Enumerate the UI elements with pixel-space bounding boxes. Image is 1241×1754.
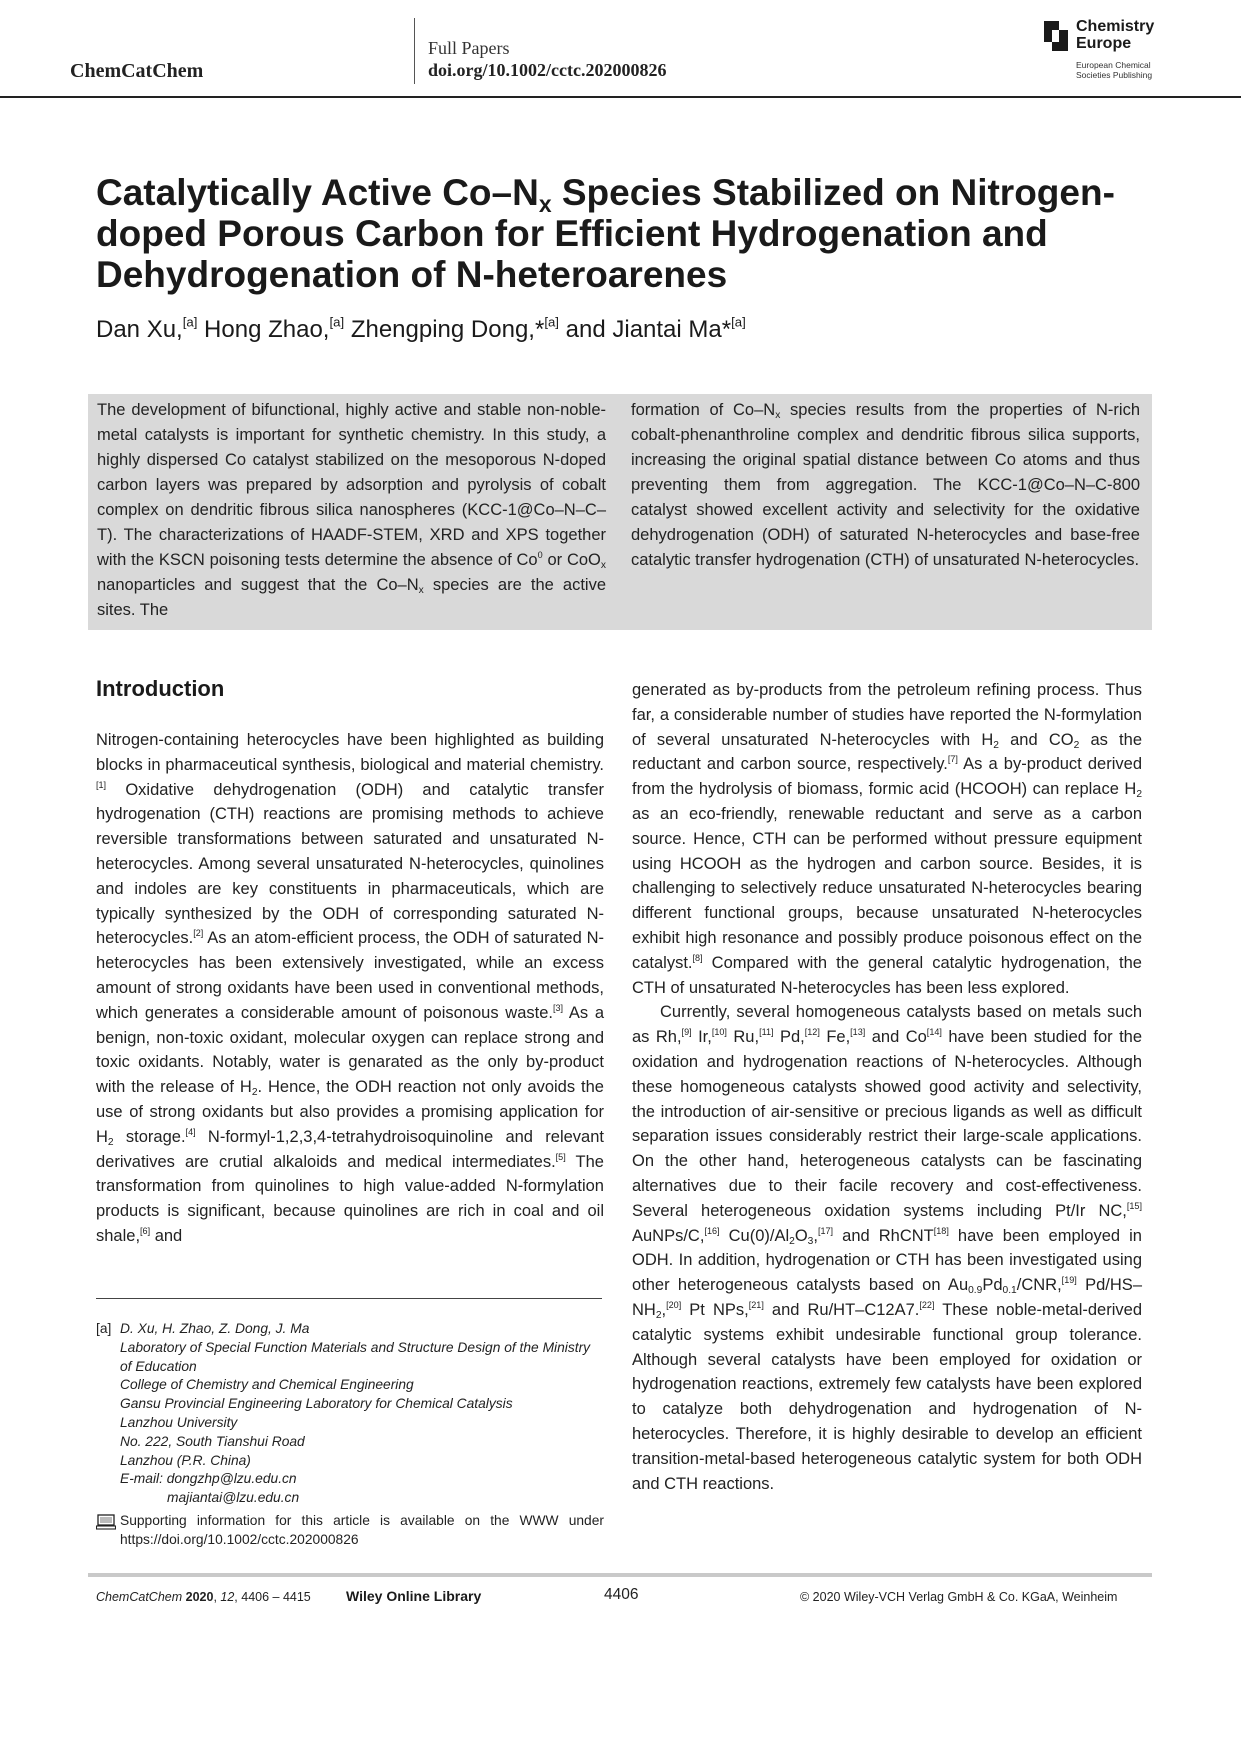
logo-sub-line2: Societies Publishing xyxy=(1076,70,1153,80)
reference-link[interactable]: [20] xyxy=(666,1299,682,1310)
abstract-text-left: The development of bifunctional, highly active and stable non-noble-metal catalysts is important for synthetic chemistry. In this study, a highly dispersed Co catalyst stabilized on the mesoporous N-doped carbon layers was prepared by adsorption and pyrolysis of cobalt complex on dendritic fibrous silica nanospheres (KCC-1@Co–N–C–T). The characterizations of HAADF-STEM, XRD and XPS together with the KSCN poisoning tests determine the absence of Co$^0$ or CoO$_x$ nanoparticles and suggest that the $Co-N_x$ species are the active sites. The xyxy=(97,401,607,619)
affiliation-line: Lanzhou University xyxy=(120,1414,238,1430)
supporting-info-note xyxy=(96,1512,604,1550)
author-list: Dan Xu,[a] Hong Zhao,[a] Zhengping Dong,*[a] and Jiantai Ma*[a] xyxy=(96,314,746,343)
intro-paragraph: Currently, several homogeneous catalysts based on metals such as Rh,[9] Ir,[10] Ru,[11] Pd,[12] Fe,[13] and Co[14] have been studied for the oxidation and hydrogenation reactions of N-heterocycles. Although these homogeneous catalysts showed good activity and selectivity, the introduction of air-sensitive or precious ligands as well as difficult separation issues considerably restrict their large-scale applications. On the other hand, heterogeneous catalysts can be fascinating alternatives due to their facile recovery and cost-effectiveness. Several heterogeneous oxidation systems including Pt/Ir NC,[15] AuNPs/C,[16] $Cu(0)/Al_2O_3,[17]$ and RhCNT[18] have been employed in ODH. In addition, hydrogenation or CTH has been investigated using other heterogeneous catalysts based on $Au_{0.9}Pd_{0.1}/CNR,[19]$ $Pd/HS-NH_2,[20]$ Pt NPs,[21] and Ru/HT–C12A7.[22] These noble-metal-derived catalytic systems exhibit undesirable functional group tolerance. Although several catalysts have been employed for oxidation or hydrogenation reactions, extremely few catalysts have been explored to catalyze both dehydrogenation and hydrogenation of N-heterocycles. Therefore, it is highly desirable to develop an efficient transition-metal-based heterogeneous catalytic system for both ODH and CTH reactions. xyxy=(632,1003,1143,1493)
intro-paragraph: generated as by-products from the petroleum refining process. Thus far, a considerable number of studies have reported the N-formylation of several unsaturated N-heterocycles with $H_2$ and $CO_2$ as the reductant and carbon source, respectively.[7] As a by-product derived from the hydrolysis of biomass, formic acid (HCOOH) can replace $H_2$ as an eco-friendly, renewable reductant and serve as a carbon source. Hence, CTH can be performed without pressure equipment using HCOOH as the hydrogen and carbon source. Besides, it is challenging to selectively reduce unsaturated N-heterocycles bearing different functional groups, because unsaturated N-heterocycles exhibit high resonance and possibly produce poisonous effect on the catalyst.[8] Compared with the general catalytic hydrogenation, the CTH of unsaturated N-heterocycles has been less explored. xyxy=(632,681,1142,997)
supporting-info-link[interactable]: Supporting information for this article is available on the WWW under https://doi.org/10.1002/cctc.202000826 xyxy=(120,1513,604,1547)
reference-link[interactable]: [14] xyxy=(926,1026,942,1037)
copyright-notice: © 2020 Wiley-VCH Verlag GmbH & Co. KGaA, Weinheim xyxy=(800,1590,1118,1604)
header-section-type: Full Papers xyxy=(428,38,510,58)
publisher-logo[interactable] xyxy=(1044,18,1194,82)
reference-link[interactable]: [8] xyxy=(692,952,703,963)
affiliation-line: Laboratory of Special Function Materials and Structure Design of the Ministry of Education xyxy=(120,1339,591,1374)
reference-link[interactable]: [2] xyxy=(193,928,204,939)
affiliation-email-2[interactable]: majiantai@lzu.edu.cn xyxy=(167,1490,300,1506)
computer-icon xyxy=(96,1514,116,1530)
wiley-online-library-link[interactable]: Wiley Online Library xyxy=(346,1588,482,1604)
abstract-box xyxy=(88,394,1152,630)
reference-link[interactable]: [13] xyxy=(850,1026,866,1037)
reference-link[interactable]: [22] xyxy=(919,1299,935,1310)
reference-link[interactable]: [6] xyxy=(140,1225,151,1236)
affiliation-line: College of Chemistry and Chemical Engineering xyxy=(120,1377,414,1393)
reference-link[interactable]: [3] xyxy=(552,1002,564,1013)
chemistry-europe-logo-icon xyxy=(1044,21,1068,51)
introduction-column-right xyxy=(632,678,1142,1496)
article-title: Catalytically Active $Co-N_x$ Species Stabilized on Nitrogen-doped Porous Carbon for Efficient Hydrogenation and Dehydrogenation of N-heteroarenes xyxy=(96,172,1115,295)
reference-link[interactable]: [1] xyxy=(96,779,107,790)
author-name[interactable]: Zhengping Dong,* xyxy=(344,316,545,343)
affiliation-footnote xyxy=(96,1320,604,1508)
footnote-rule xyxy=(96,1298,602,1299)
reference-link[interactable]: [18] xyxy=(933,1225,949,1236)
reference-link[interactable]: [16] xyxy=(704,1225,720,1236)
logo-title-line2: Europe xyxy=(1076,35,1132,52)
logo-title-line1: Chemistry xyxy=(1076,18,1155,35)
reference-link[interactable]: [21] xyxy=(748,1299,764,1310)
introduction-heading: Introduction xyxy=(96,676,225,701)
affiliation-names: D. Xu, H. Zhao, Z. Dong, J. Ma xyxy=(120,1321,310,1336)
reference-link[interactable]: [19] xyxy=(1061,1274,1077,1285)
reference-link[interactable]: [9] xyxy=(681,1026,692,1037)
header-journal-name: ChemCatChem xyxy=(70,60,204,82)
introduction-column-left xyxy=(96,728,604,1249)
author-name[interactable]: Dan Xu, xyxy=(96,316,183,343)
reference-link[interactable]: [4] xyxy=(185,1126,196,1137)
reference-link[interactable]: [15] xyxy=(1126,1200,1142,1211)
abstract-text-right: formation of $Co-N_x$ species results from the properties of N-rich cobalt-phenanthroline complex and dendritic fibrous silica supports, increasing the original spatial distance between Co atoms and thus preventing them from aggregation. The KCC-1@Co–N–C-800 catalyst showed excellent activity and selectivity for the oxidative dehydrogenation (ODH) of saturated N-heterocycles and base-free catalytic transfer hydrogenation (CTH) of unsaturated N-heterocycles. xyxy=(631,401,1140,569)
reference-link[interactable]: [10] xyxy=(711,1026,727,1037)
reference-link[interactable]: [7] xyxy=(947,754,958,765)
author-name[interactable]: and Jiantai Ma* xyxy=(558,316,732,343)
reference-link[interactable]: [17] xyxy=(817,1225,834,1236)
affiliation-email[interactable]: E-mail: dongzhp@lzu.edu.cn xyxy=(120,1471,297,1487)
logo-sub-line1: European Chemical xyxy=(1076,60,1151,70)
page-number: 4406 xyxy=(604,1586,639,1603)
reference-link[interactable]: [5] xyxy=(555,1151,566,1162)
affiliation-label: [a] xyxy=(96,1321,112,1336)
affiliation-line: Gansu Provincial Engineering Laboratory for Chemical Catalysis xyxy=(120,1396,513,1412)
footer-rule xyxy=(88,1573,1152,1577)
reference-link[interactable]: [12] xyxy=(804,1026,820,1037)
header-doi-link[interactable]: doi.org/10.1002/cctc.202000826 xyxy=(428,60,667,80)
affiliation-line: Lanzhou (P.R. China) xyxy=(120,1452,251,1468)
footer-citation: ChemCatChem 2020, 12, 4406 – 4415 xyxy=(96,1590,311,1604)
author-name[interactable]: Hong Zhao, xyxy=(197,316,330,343)
affiliation-line: No. 222, South Tianshui Road xyxy=(120,1433,305,1449)
header-rule xyxy=(0,96,1241,98)
header-divider xyxy=(414,18,415,84)
reference-link[interactable]: [11] xyxy=(759,1026,774,1037)
intro-paragraph: Nitrogen-containing heterocycles have been highlighted as building blocks in pharmaceutical synthesis, biological and material chemistry.[1] Oxidative dehydrogenation (ODH) and catalytic transfer hydrogenation (CTH) reactions are promising methods to achieve reversible transformations between saturated and unsaturated N-heterocycles. Among several unsaturated N-heterocycles, quinolines and indoles are key constituents in pharmaceuticals, which are typically synthesized by the ODH of corresponding saturated N-heterocycles.[2] As an atom-efficient process, the ODH of saturated N-heterocycles has been extensively investigated, while an excess amount of strong oxidants have been used in conventional methods, which generates a considerable amount of poisonous waste.[3] As a benign, non-toxic oxidant, molecular oxygen can replace strong and toxic oxidants. Notably, water is genarated as the only by-product with the release of $H_2$. Hence, the ODH reaction not only avoids the use of strong oxidants but also provides a promising application for $H_2$ storage.[4] N-formyl-1,2,3,4-tetrahydroisoquinoline and relevant derivatives are crutial alkaloids and medical intermediates.[5] The transformation from quinolines to high value-added N-formylation products is significant, because quinolines are rich in coal and oil shale,[6] and xyxy=(96,731,604,1245)
